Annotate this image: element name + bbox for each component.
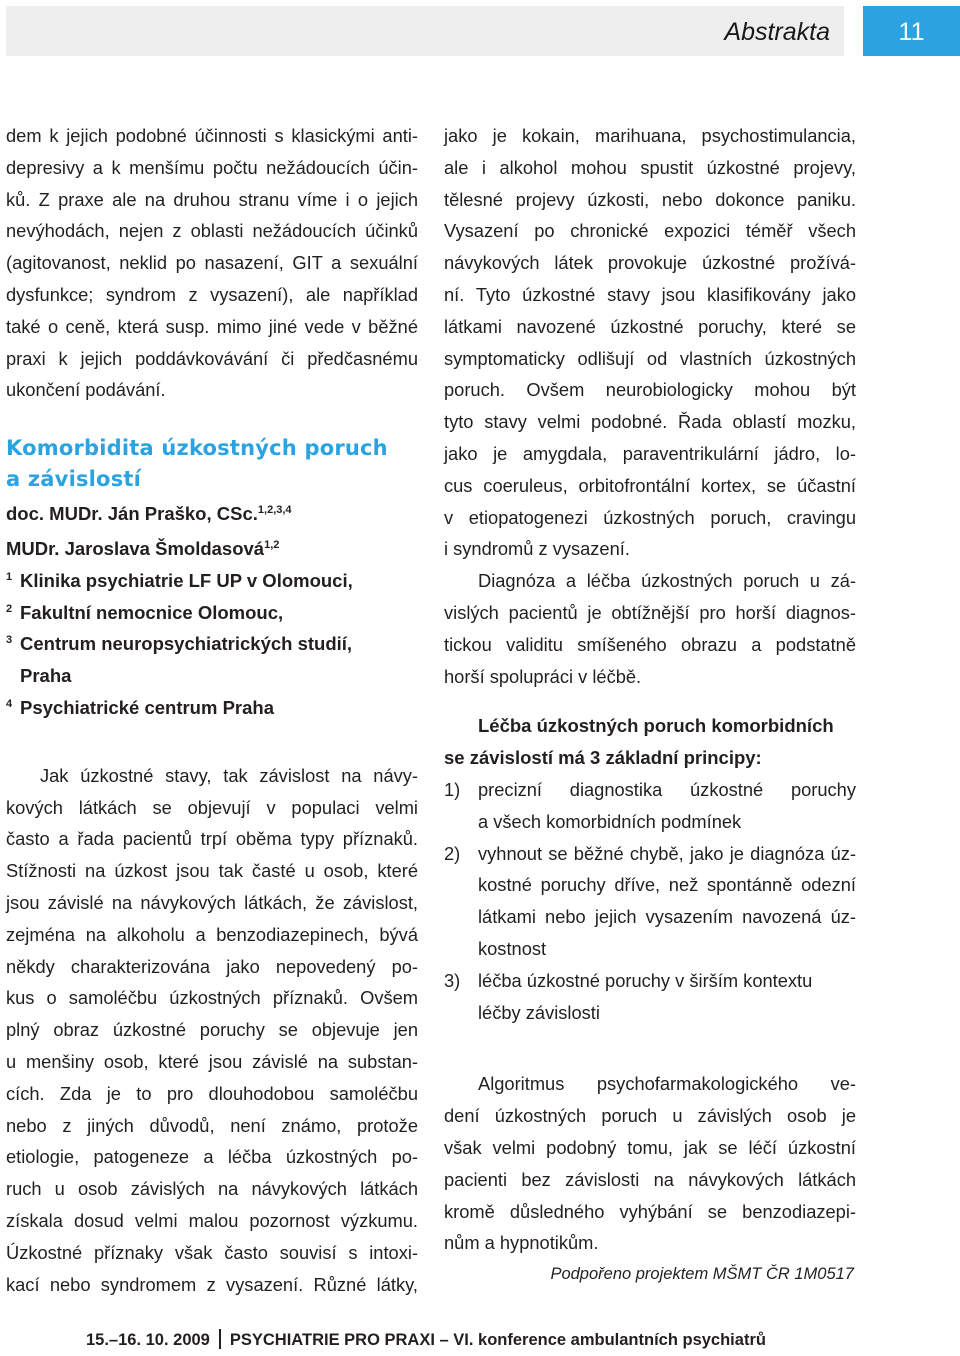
heading-line: a závislostí [6, 467, 142, 492]
author-line [6, 495, 418, 530]
article-heading [6, 433, 418, 495]
text-line: získala dosud velmi malou pozornost výzkumu. [6, 1209, 418, 1231]
footer-date: 15.–16. 10. 2009 [86, 1331, 210, 1349]
footer-event: PSYCHIATRIE PRO PRAXI – VI. konference ambulantních psychiatrů [229, 1331, 766, 1349]
right-column [444, 120, 856, 1291]
text-line: tyto stavy velmi podobné. Řada oblastí mozku, [444, 411, 856, 433]
affiliation-text: Fakultní nemocnice Olomouc, [20, 601, 284, 623]
body-paragraph [6, 760, 418, 1301]
list-line: léčby závislosti [478, 1001, 600, 1023]
list-line: kostné poruchy dříve, než spontánně odezní [478, 874, 856, 896]
text-line: nevýhodách, nejen z oblasti nežádoucích účinků [6, 220, 418, 242]
text-line: tělesné projevy úzkosti, nebo dokonce paniku. [444, 188, 856, 210]
text-line: dení úzkostných poruch u závislých osob je [444, 1105, 856, 1127]
body-paragraph [444, 120, 856, 565]
affiliation-number [6, 660, 20, 692]
affiliation-number: 4 [6, 697, 13, 710]
text-line: Algoritmus psychofarmakologického ve- [478, 1073, 856, 1095]
text-line: Diagnóza a léčba úzkostných poruch u zá- [478, 570, 856, 592]
affiliation-item [6, 692, 418, 724]
text-line: Vysazení po chronické expozici téměř všech [444, 220, 856, 242]
text-line: nům a hypnotikům. [444, 1232, 599, 1254]
affiliation-list [6, 565, 418, 724]
text-line: etiologie, patogeneze a léčba úzkostných po- [6, 1146, 418, 1168]
text-line: cus coeruleus, orbitofrontální kortex, se účastní [444, 474, 856, 496]
list-line: kostnost [478, 937, 547, 959]
list-line: vyhnout se běžné chybě, jako je diagnóza úz- [478, 842, 856, 864]
text-line: také o ceně, která susp. mimo jiné vede v běžné [6, 315, 418, 337]
header-bar [6, 6, 844, 56]
list-item [444, 838, 856, 965]
text-line: ukončení podávání. [6, 379, 166, 401]
affiliation-text: Centrum neuropsychiatrických studií, [20, 633, 353, 655]
list-line: a všech komorbidních podmínek [478, 810, 742, 832]
text-line: však velmi podobný tomu, jak se léčí úzkostní [444, 1136, 856, 1158]
text-line: kus o samoléčbu úzkostných příznaků. Ovšem [6, 987, 418, 1009]
text-line: symptomaticky odlišují od vlastních úzkostných [444, 347, 856, 369]
list-number: 2) [444, 842, 461, 864]
list-item [444, 774, 856, 838]
text-line: jako je kokain, marihuana, psychostimulancia, [444, 125, 856, 146]
text-line: dem k jejich podobné účinnosti s klasickými anti- [6, 125, 418, 146]
list-number: 3) [444, 969, 461, 991]
text-line: kromě důsledného vyhýbání se benzodiazepi- [444, 1200, 856, 1222]
text-line: depresivy a k menšímu počtu nežádoucích účin- [6, 156, 418, 178]
affiliation-number: 3 [6, 634, 13, 647]
text-line: praxi k jejich poddávkovávání či předčasnému [6, 347, 418, 369]
body-paragraph [444, 1068, 856, 1259]
affiliation-number: 1 [6, 570, 13, 583]
text-line: jsou závislé na návykových látkách, že závislost, [6, 891, 418, 913]
text-line: Jak úzkostné stavy, tak závislost na návy- [40, 764, 418, 786]
text-line: dysfunkce; syndrom z vysazení), ale například [6, 283, 418, 305]
text-line: návykových látek provokuje úzkostné prožívá- [444, 252, 856, 274]
text-line: kových látkách se objevují v populaci velmi [6, 796, 418, 818]
affiliation-text: Klinika psychiatrie LF UP v Olomouci, [20, 569, 353, 591]
text-line: plný obraz úzkostné poruchy se objevuje jen [6, 1019, 418, 1041]
author-name: doc. MUDr. Ján Praško, CSc. [6, 503, 258, 525]
list-line: léčba úzkostné poruchy v širším kontextu [478, 969, 813, 991]
text-line: cích. Zda je to pro dlouhodobou samoléčbu [6, 1082, 418, 1104]
text-line: horší spolupráci v léčbě. [444, 665, 642, 687]
text-line: ní. Tyto úzkostné stavy jsou klasifikovány jako [444, 283, 856, 305]
text-line: u menšiny osob, které jsou závislé na substan- [6, 1050, 418, 1072]
list-number: 1) [444, 778, 461, 800]
intro-paragraph [6, 120, 418, 406]
list-item [444, 965, 856, 1029]
text-line: kací nebo syndromem z vysazení. Různé látky, [6, 1273, 418, 1295]
affiliation-number: 2 [6, 602, 13, 615]
text-line: Stížnosti na úzkost jsou tak časté u osob, které [6, 860, 418, 882]
left-column [6, 120, 418, 1300]
list-line: látkami nebo jejich vysazením navozená úz- [478, 906, 856, 928]
author-line [6, 530, 418, 565]
page-number: 11 [898, 18, 925, 46]
author-superscript: 1,2 [264, 538, 280, 551]
text-line: v etiopatogenezi úzkostných poruch, cravingu [444, 506, 856, 528]
principles-heading [444, 710, 856, 774]
list-line: precizní diagnostika úzkostné poruchy [478, 778, 856, 800]
section-title: Abstrakta [724, 18, 830, 46]
author-name: MUDr. Jaroslava Šmoldasová [6, 537, 265, 559]
text-line: zejména na alkoholu a benzodiazepinech, bývá [6, 923, 418, 945]
text-line: jako je amygdala, paraventrikulární jádro, lo- [444, 442, 856, 464]
list-text [478, 774, 856, 838]
support-note: Podpořeno projektem MŠMT ČR 1M0517 [550, 1265, 854, 1284]
body-paragraph [444, 565, 856, 692]
text-line: někdy charakterizována jako nepovedený po- [6, 955, 418, 977]
text-line: vislých pacientů je obtížnější pro horší diagnos- [444, 601, 856, 623]
heading-line: Komorbidita úzkostných poruch [6, 436, 388, 461]
text-line: poruch. Ovšem neurobiologicky mohou být [444, 379, 856, 401]
text-line: (agitovanost, neklid po nasazení, GIT a sexuální [6, 252, 418, 274]
principles-heading-line: se závislostí má 3 základní principy: [444, 747, 762, 769]
text-line: i syndromů z vysazení. [444, 538, 630, 560]
author-superscript: 1,2,3,4 [257, 504, 292, 517]
text-line: ale i alkohol mohou spustit úzkostné projevy, [444, 156, 856, 178]
principles-heading-line: Léčba úzkostných poruch komorbidních [478, 715, 834, 737]
text-line: Úzkostné příznaky však často souvisí s intoxi- [6, 1241, 418, 1263]
text-line: nebo z jiných důvodů, není známo, protože [6, 1114, 418, 1136]
text-line: ruch u osob závislých na návykových látkách [6, 1178, 418, 1200]
list-text [478, 838, 856, 965]
text-line: tickou validitu smíšeného obrazu a podstatně [444, 633, 856, 655]
footer-separator [219, 1329, 221, 1349]
affiliation-text: Praha [20, 665, 72, 687]
footer [86, 1328, 766, 1352]
page-number-box [863, 6, 960, 56]
affiliation-item [6, 660, 418, 692]
text-line: pacienti bez závislosti na návykových látkách [444, 1168, 856, 1190]
principles-list [444, 774, 856, 1028]
affiliation-item [6, 597, 418, 629]
text-line: často a řada pacientů trpí oběma typy příznaků. [6, 828, 418, 850]
list-text [478, 965, 856, 1029]
text-line: látkami navozené úzkostné poruchy, které se [444, 315, 856, 337]
affiliation-item [6, 565, 418, 597]
text-line: ků. Z praxe ale na druhou stranu víme i o jejich [6, 188, 418, 210]
affiliation-item [6, 628, 418, 660]
affiliation-text: Psychiatrické centrum Praha [20, 696, 274, 718]
